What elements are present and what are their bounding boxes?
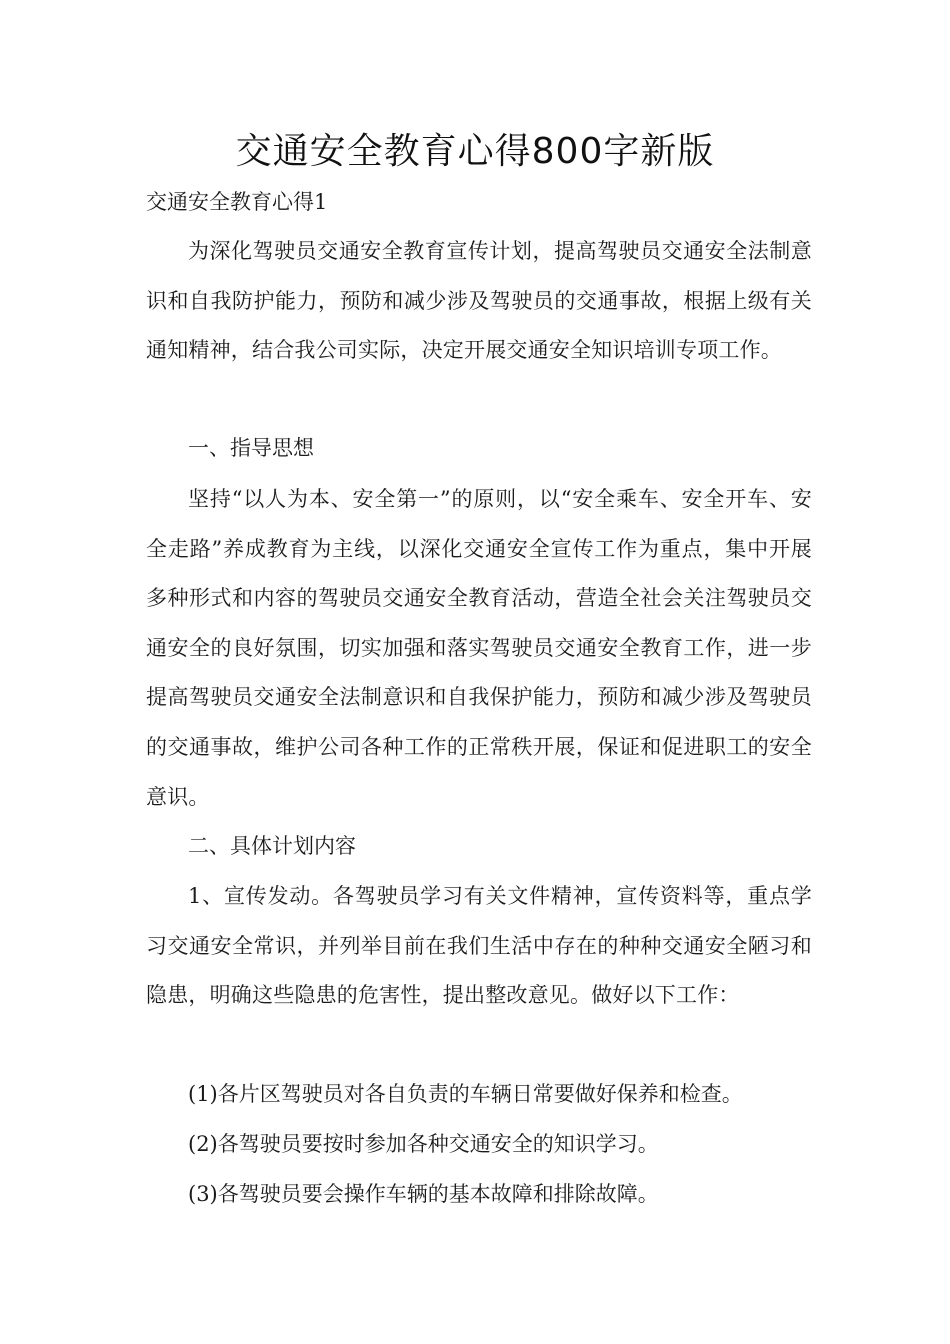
heading-plan-content: 二、具体计划内容: [188, 834, 356, 858]
paragraph-guiding-idea: 坚持“以人为本、安全第一”的原则，以“安全乘车、安全开车、安全走路”养成教育为主线，以深化交通安全宣传工作为重点，集中开展多种形式和内容的驾驶员交通安全教育活动，营造全社会关注驾驶员交通安全的良好氛围，切实加强和落实驾驶员交通安全教育工作，进一步提高驾驶员交通安全法制意识和自我保护能力，预防和减少涉及驾驶员的交通事故，维护公司各种工作的正常秩开展，保证和促进职工的安全意识。: [146, 487, 812, 809]
list-item-2: (2)各驾驶员要按时参加各种交通安全的知识学习。: [188, 1132, 659, 1156]
paragraph-publicity: 1、宣传发动。各驾驶员学习有关文件精神，宣传资料等，重点学习交通安全常识，并列举目前在我们生活中存在的种种交通安全陋习和隐患，明确这些隐患的危害性，提出整改意见。做好以下工作：: [146, 884, 812, 1008]
heading-guiding-idea: 一、指导思想: [188, 436, 314, 460]
list-item-1: (1)各片区驾驶员对各自负责的车辆日常要做好保养和检查。: [188, 1082, 743, 1106]
document-title: 交通安全教育心得800字新版: [235, 131, 715, 172]
list-item-3: (3)各驾驶员要会操作车辆的基本故障和排除故障。: [188, 1182, 659, 1206]
section-subtitle: 交通安全教育心得1: [146, 190, 328, 214]
paragraph-intro: 为深化驾驶员交通安全教育宣传计划，提高驾驶员交通安全法制意识和自我防护能力，预防和减少涉及驾驶员的交通事故，根据上级有关通知精神，结合我公司实际，决定开展交通安全知识培训专项工作。: [146, 239, 812, 363]
